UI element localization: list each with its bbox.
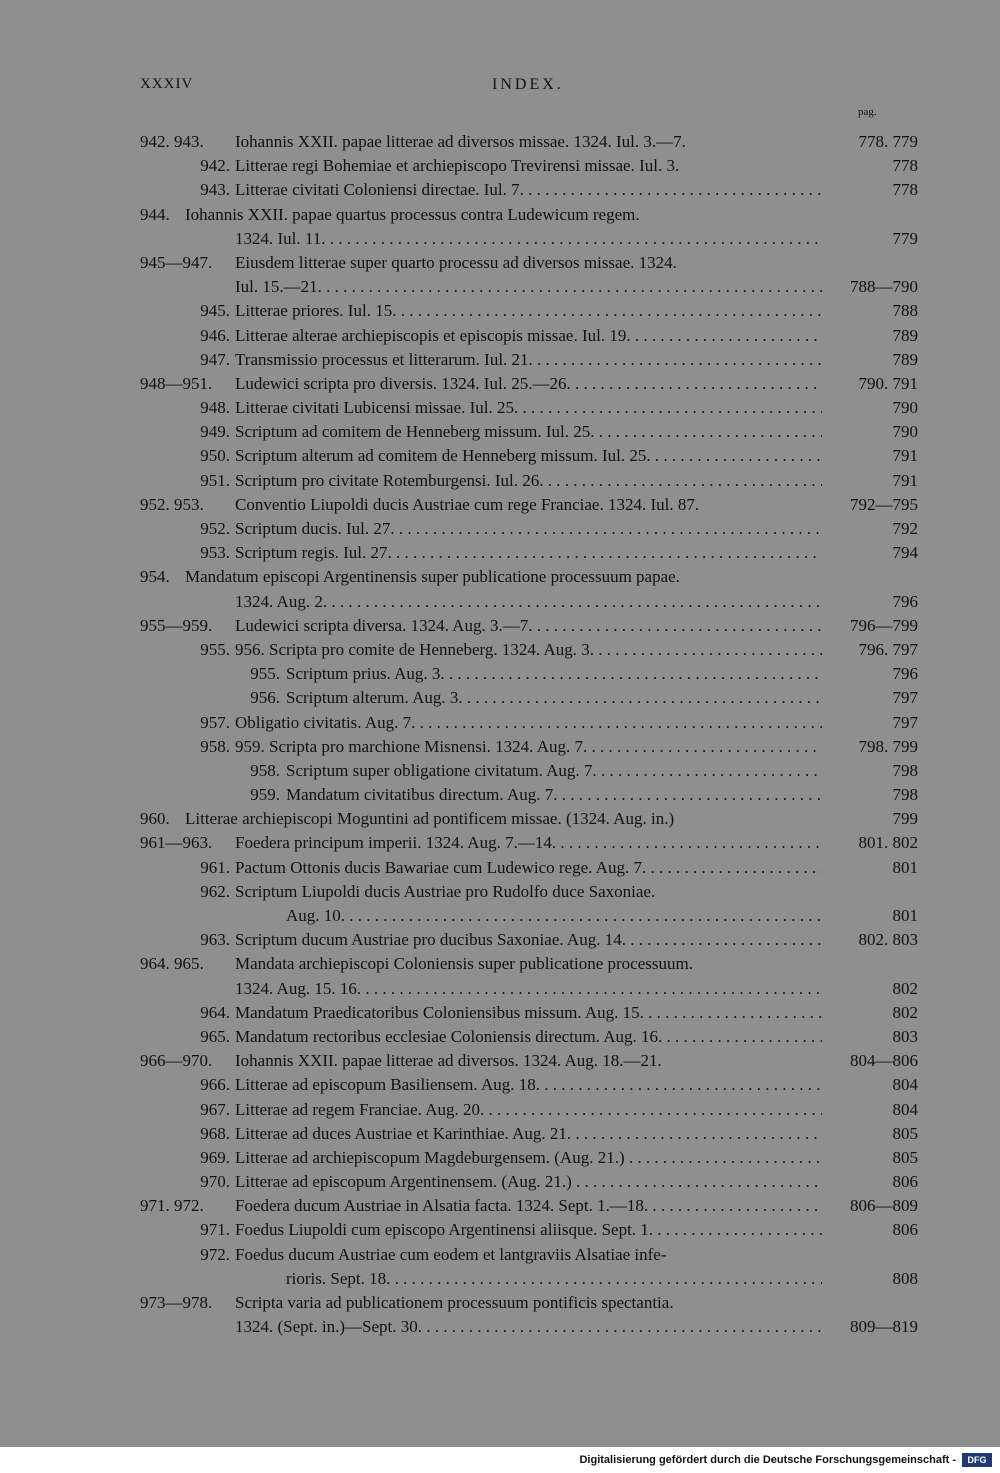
index-entry (0, 807, 1000, 831)
entry-page: 790. 791 (858, 373, 918, 393)
entry-text: Litterae civitati Lubicensi missae. Iul. 25. . . . (235, 396, 822, 420)
entry-number: 972. (200, 1244, 230, 1264)
entry-number: 958. (250, 760, 280, 780)
index-list (0, 130, 1000, 1339)
entry-number: 965. (200, 1026, 230, 1046)
entry-text: Scriptum regis. Iul. 27. . . . (235, 541, 822, 565)
entry-text: Litterae ad episcopum Argentinensem. (Aug. 21.) . . . (235, 1170, 822, 1194)
index-entry (0, 565, 1000, 589)
index-entry (0, 493, 1000, 517)
entry-text: Foedus ducum Austriae cum eodem et lantgraviis Alsatiae infe- (235, 1244, 667, 1264)
entry-text: Litterae ad archiepiscopum Magdeburgensem. (Aug. 21.) . . . (235, 1146, 822, 1170)
entry-text: Foedus Liupoldi cum episcopo Argentinensi aliisque. Sept. 1. . . . (235, 1218, 822, 1242)
entry-page: 796—799 (850, 615, 918, 635)
entry-text: 1324. Iul. 11. . . . (235, 227, 822, 251)
entry-page: 798 (892, 785, 918, 805)
index-entry (0, 420, 1000, 444)
entry-page: 802. 803 (858, 930, 918, 950)
entry-number: 949. (200, 422, 230, 442)
index-entry (0, 251, 1000, 275)
entry-number: 943. (200, 180, 230, 200)
entry-page: 799 (892, 809, 918, 829)
entry-number: 961—963. (140, 833, 213, 853)
index-entry (0, 541, 1000, 565)
entry-text: Iul. 15.—21. . . . (235, 275, 822, 299)
entry-number: 966—970. (140, 1051, 213, 1071)
entry-text: Scriptum prius. Aug. 3. . . . (286, 662, 822, 686)
entry-page: 809—819 (850, 1317, 918, 1337)
entry-number: 955. (200, 639, 230, 659)
entry-page: 796 (892, 664, 918, 684)
index-entry (0, 1073, 1000, 1097)
index-entry (0, 686, 1000, 710)
entry-number: 964. (200, 1002, 230, 1022)
entry-text: Litterae ad regem Franciae. Aug. 20. . . . (235, 1098, 822, 1122)
index-entry (0, 1146, 1000, 1170)
entry-page: 797 (892, 712, 918, 732)
index-entry (0, 154, 1000, 178)
entry-number: 950. (200, 446, 230, 466)
entry-text: 959. Scripta pro marchione Misnensi. 1324. Aug. 7. . . . (235, 735, 822, 759)
entry-page: 805 (892, 1123, 918, 1143)
index-entry (0, 831, 1000, 855)
index-entry (0, 1122, 1000, 1146)
footer-bar (0, 1447, 1000, 1473)
entry-page: 789 (892, 325, 918, 345)
entry-text: Pactum Ottonis ducis Bawariae cum Ludewico rege. Aug. 7. . . . (235, 856, 822, 880)
index-entry (0, 1194, 1000, 1218)
dfg-logo-icon: DFG (962, 1453, 992, 1467)
index-entry (0, 324, 1000, 348)
footer-credit: Digitalisierung gefördert durch die Deutsche Forschungsgemeinschaft - (579, 1454, 956, 1466)
entry-number: 958. (200, 736, 230, 756)
entry-text: Ludewici scripta diversa. 1324. Aug. 3.—7. . . . (235, 614, 822, 638)
entry-text: Scriptum ducum Austriae pro ducibus Saxoniae. Aug. 14. . . . (235, 928, 822, 952)
entry-number: 956. (250, 688, 280, 708)
entry-page: 778 (892, 180, 918, 200)
entry-page: 788—790 (850, 277, 918, 297)
index-entry (0, 856, 1000, 880)
entry-number: 955—959. (140, 615, 213, 635)
index-entry (0, 348, 1000, 372)
entry-text: Mandata archiepiscopi Coloniensis super publicatione processuum. (235, 954, 693, 974)
entry-number: 961. (200, 857, 230, 877)
entry-text: Transmissio processus et litterarum. Iul. 21. . . . (235, 348, 822, 372)
entry-number: 971. (200, 1220, 230, 1240)
entry-page: 806 (892, 1220, 918, 1240)
entry-text: 1324. Aug. 2. . . . (235, 590, 822, 614)
entry-text: Mandatum Praedicatoribus Coloniensibus missum. Aug. 15. . . . (235, 1001, 822, 1025)
entry-text: Mandatum civitatibus directum. Aug. 7. . . . (286, 783, 822, 807)
entry-page: 801 (892, 857, 918, 877)
entry-number: 957. (200, 712, 230, 732)
index-entry (0, 1170, 1000, 1194)
entry-text: Litterae regi Bohemiae et archiepiscopo Trevirensi missae. Iul. 3. (235, 156, 680, 176)
entry-text: Litterae ad episcopum Basiliensem. Aug. 18. . . . (235, 1073, 822, 1097)
entry-text: Scriptum pro civitate Rotemburgensi. Iul. 26. . . . (235, 469, 822, 493)
entry-number: 968. (200, 1123, 230, 1143)
index-entry (0, 1243, 1000, 1267)
entry-number: 959. (250, 785, 280, 805)
index-entry (0, 227, 1000, 251)
entry-number: 964. 965. (140, 954, 204, 974)
entry-number: 966. (200, 1075, 230, 1095)
entry-number: 955. (250, 664, 280, 684)
index-entry (0, 880, 1000, 904)
entry-number: 963. (200, 930, 230, 950)
entry-text: Conventio Liupoldi ducis Austriae cum rege Franciae. 1324. Iul. 87. (235, 494, 700, 514)
index-entry (0, 1315, 1000, 1339)
entry-number: 942. (200, 156, 230, 176)
page-column-label: pag. (858, 106, 877, 118)
entry-text: Scriptum alterum. Aug. 3. . . . (286, 686, 822, 710)
entry-text: Litterae civitati Coloniensi directae. Iul. 7. . . . (235, 178, 822, 202)
entry-text: 1324. Aug. 15. 16. . . . (235, 977, 822, 1001)
entry-number: 946. (200, 325, 230, 345)
entry-page: 805 (892, 1147, 918, 1167)
index-entry (0, 928, 1000, 952)
index-entry (0, 1098, 1000, 1122)
entry-number: 942. 943. (140, 132, 204, 151)
entry-number: 951. (200, 470, 230, 490)
entry-page: 802 (892, 1002, 918, 1022)
entry-page: 789 (892, 349, 918, 369)
entry-page: 792—795 (850, 494, 918, 514)
index-entry (0, 444, 1000, 468)
index-entry (0, 469, 1000, 493)
entry-text: Scripta varia ad publicationem processuum pontificis spectantia. (235, 1293, 674, 1312)
entry-page: 804—806 (850, 1051, 918, 1071)
index-entry (0, 299, 1000, 323)
index-entry (0, 396, 1000, 420)
entry-page: 798. 799 (858, 736, 918, 756)
index-entry (0, 203, 1000, 227)
entry-page: 801 (892, 906, 918, 925)
index-entry (0, 1218, 1000, 1242)
index-entry (0, 178, 1000, 202)
entry-text: Scriptum alterum ad comitem de Henneberg missum. Iul. 25. . . . (235, 444, 822, 468)
entry-number: 971. 972. (140, 1196, 204, 1216)
entry-text: Iohannis XXII. papae litterae ad diversos. 1324. Aug. 18.—21. (235, 1051, 662, 1071)
entry-page: 804 (892, 1075, 918, 1095)
entry-page: 791 (892, 446, 918, 466)
index-entry (0, 904, 1000, 928)
entry-text: Scriptum ducis. Iul. 27. . . . (235, 517, 822, 541)
index-entry (0, 783, 1000, 807)
index-entry (0, 1267, 1000, 1291)
entry-number: 947. (200, 349, 230, 369)
entry-text: Foedera principum imperii. 1324. Aug. 7.—14. . . . (235, 831, 822, 855)
index-entry (0, 1049, 1000, 1073)
index-entry (0, 614, 1000, 638)
index-entry (0, 759, 1000, 783)
entry-number: 969. (200, 1147, 230, 1167)
entry-number: 948. (200, 398, 230, 418)
entry-text: Mandatum rectoribus ecclesiae Coloniensis directum. Aug. 16. . . . (235, 1025, 822, 1049)
entry-page: 801. 802 (858, 833, 918, 853)
entry-number: 970. (200, 1172, 230, 1192)
entry-page: 797 (892, 688, 918, 708)
index-entry (0, 952, 1000, 976)
entry-text: Litterae alterae archiepiscopis et episcopis missae. Iul. 19. . . . (235, 324, 822, 348)
entry-number: 967. (200, 1099, 230, 1119)
entry-number: 945. (200, 301, 230, 321)
entry-text: Eiusdem litterae super quarto processu ad diversos missae. 1324. (235, 252, 677, 272)
entry-text: Ludewici scripta pro diversis. 1324. Iul. 25.—26. . . . (235, 372, 822, 396)
page-title: INDEX. (492, 76, 564, 93)
index-entry (0, 735, 1000, 759)
entry-page: 794 (892, 543, 918, 563)
entry-text: Iohannis XXII. papae quartus processus contra Ludewicum regem. (185, 204, 640, 224)
entry-page: 798 (892, 760, 918, 780)
index-entry (0, 275, 1000, 299)
entry-text: Scriptum Liupoldi ducis Austriae pro Rudolfo duce Saxoniae. (235, 881, 656, 901)
index-entry (0, 662, 1000, 686)
entry-page: 791 (892, 470, 918, 490)
entry-number: 948—951. (140, 373, 213, 393)
entry-text: Litterae priores. Iul. 15. . . . (235, 299, 822, 323)
entry-page: 796 (892, 591, 918, 611)
entry-page: 790 (892, 422, 918, 442)
entry-number: 973—978. (140, 1293, 213, 1312)
entry-text: Litterae archiepiscopi Moguntini ad pontificem missae. (1324. Aug. in.) (185, 809, 675, 829)
entry-page: 804 (892, 1099, 918, 1119)
entry-text: Foedera ducum Austriae in Alsatia facta. 1324. Sept. 1.—18. . . . (235, 1194, 822, 1218)
entry-number: 954. (140, 567, 170, 587)
index-entry (0, 638, 1000, 662)
entry-text: 956. Scripta pro comite de Henneberg. 1324. Aug. 3. . . . (235, 638, 822, 662)
entry-page: 788 (892, 301, 918, 321)
entry-page: 808 (892, 1268, 918, 1288)
index-entry (0, 1291, 1000, 1315)
index-entry (0, 1025, 1000, 1049)
index-entry (0, 372, 1000, 396)
entry-text: Iohannis XXII. papae litterae ad diversos missae. 1324. Iul. 3.—7. (235, 132, 686, 151)
entry-page: 779 (892, 228, 918, 248)
entry-number: 945—947. (140, 252, 213, 272)
entry-page: 790 (892, 398, 918, 418)
entry-page: 803 (892, 1026, 918, 1046)
entry-text: Scriptum ad comitem de Henneberg missum. Iul. 25. . . . (235, 420, 822, 444)
index-entry (0, 711, 1000, 735)
entry-number: 962. (200, 881, 230, 901)
entry-page: 778. 779 (858, 132, 918, 151)
entry-page: 796. 797 (858, 639, 918, 659)
entry-text: Aug. 10. . . . (286, 904, 822, 928)
entry-page: 778 (892, 156, 918, 176)
entry-page: 806—809 (850, 1196, 918, 1216)
entry-text: rioris. Sept. 18. . . . (286, 1267, 822, 1291)
entry-text: Scriptum super obligatione civitatum. Aug. 7. . . . (286, 759, 822, 783)
index-entry (0, 517, 1000, 541)
index-entry (0, 1001, 1000, 1025)
entry-number: 960. (140, 809, 170, 829)
entry-text: 1324. (Sept. in.)—Sept. 30. . . . (235, 1315, 822, 1339)
entry-number: 944. (140, 204, 170, 224)
entry-page: 806 (892, 1172, 918, 1192)
entry-number: 952. 953. (140, 494, 204, 514)
page-number: XXXIV (140, 76, 194, 92)
entry-number: 953. (200, 543, 230, 563)
entry-page: 792 (892, 519, 918, 538)
index-entry (0, 590, 1000, 614)
index-entry (0, 130, 1000, 154)
entry-text: Litterae ad duces Austriae et Karinthiae. Aug. 21. . . . (235, 1122, 822, 1146)
entry-text: Mandatum episcopi Argentinensis super publicatione processuum papae. (185, 567, 680, 587)
index-entry (0, 977, 1000, 1001)
entry-text: Obligatio civitatis. Aug. 7. . . . (235, 711, 822, 735)
entry-number: 952. (200, 519, 230, 538)
entry-page: 802 (892, 978, 918, 998)
